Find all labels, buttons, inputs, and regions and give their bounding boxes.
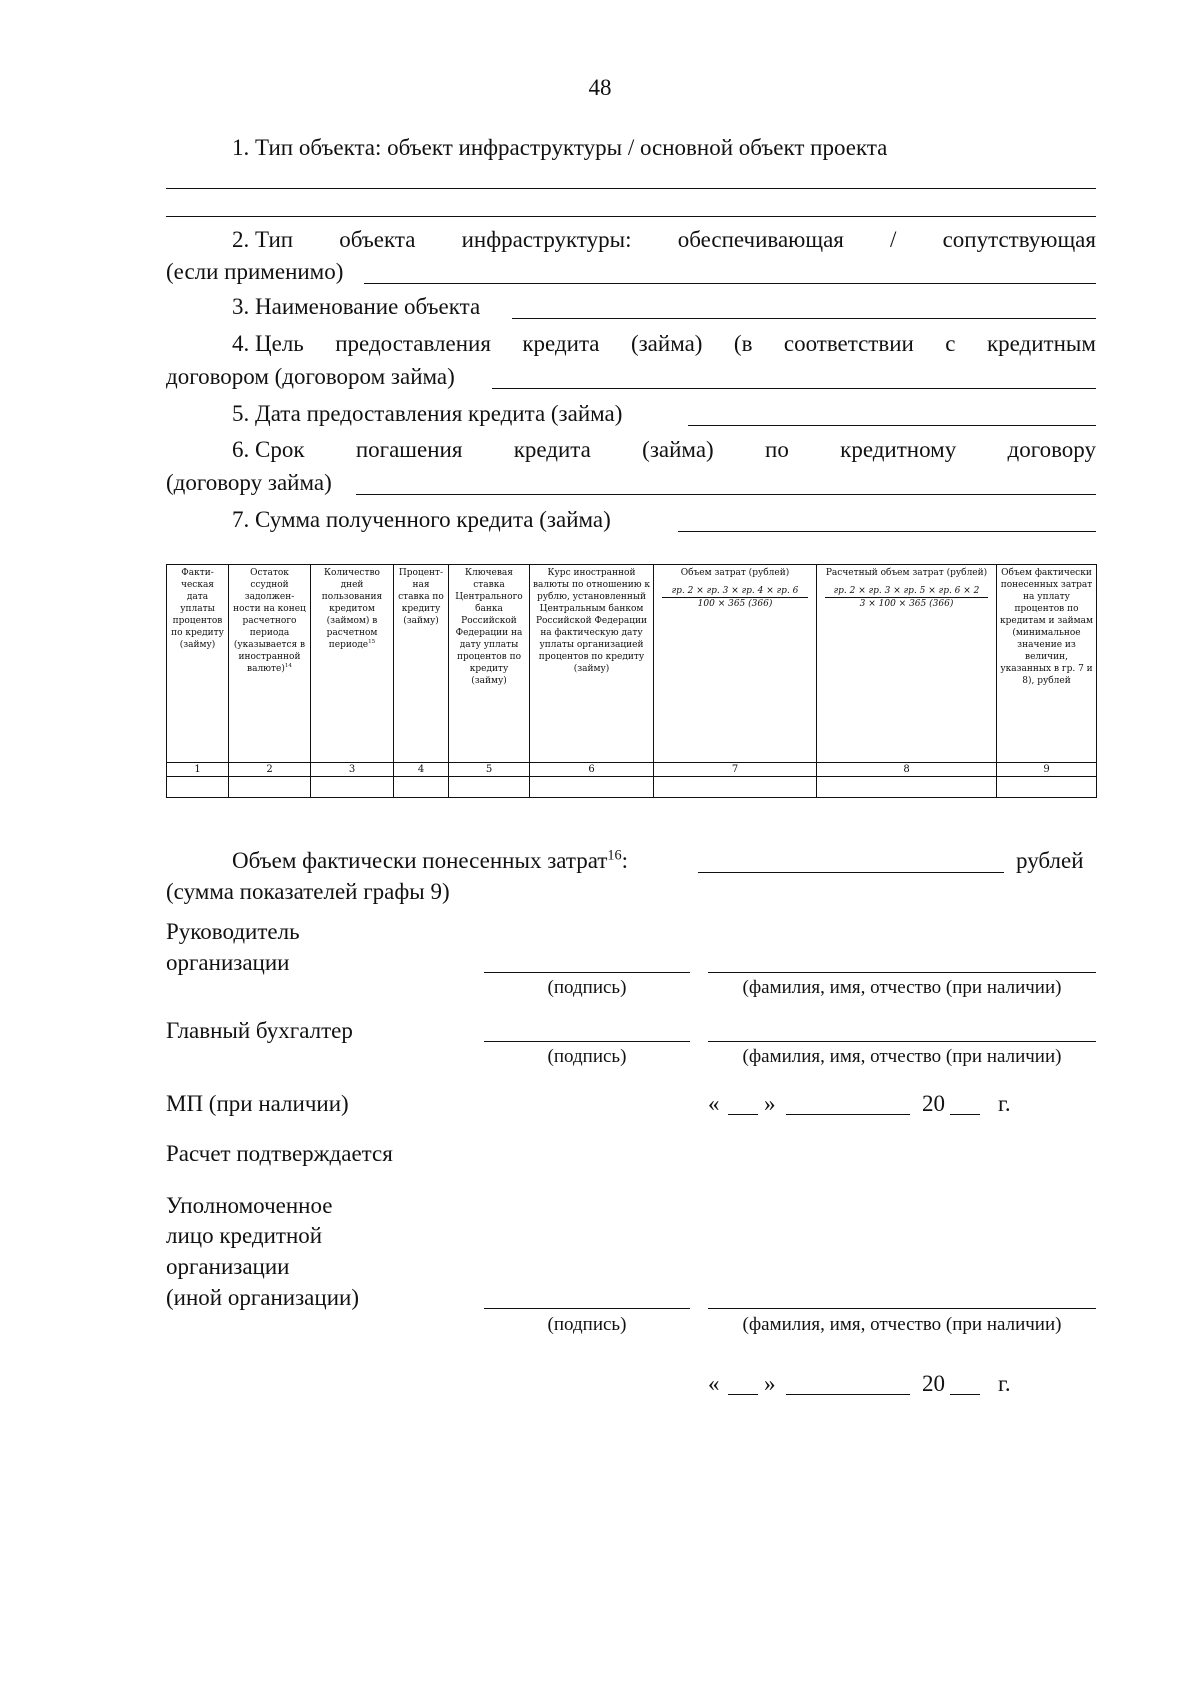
item-1-blank-line-1[interactable] <box>166 188 1096 189</box>
item-6-continuation: (договору займа) <box>166 470 332 495</box>
table-cell[interactable] <box>997 777 1097 798</box>
col-number: 8 <box>817 763 997 777</box>
authorized-label-line-2: лицо кредитной <box>166 1223 323 1248</box>
item-2-word: обеспечивающая <box>677 227 844 252</box>
date-year-suffix: г. <box>998 1371 1011 1396</box>
date-day-line[interactable] <box>728 1394 758 1395</box>
item-6-word: погашения <box>355 437 463 462</box>
item-6-word: 6. Срок <box>232 437 305 462</box>
header-col-2: Остаток ссудной задолжен-ности на конец расчетного периода (указывается в иностранной валюте)$^{14}$ <box>229 565 311 763</box>
item-2-word: 2. Тип <box>232 227 294 252</box>
item-4-word: (займа) <box>630 331 703 356</box>
item-4-blank-line[interactable] <box>492 388 1096 389</box>
footnote-15: 15 <box>368 639 376 645</box>
item-2-word: инфраструктуры: <box>461 227 632 252</box>
date-field-1[interactable] <box>708 1090 1028 1120</box>
page-number: 48 <box>588 75 612 100</box>
authorized-label-line-3: организации <box>166 1254 290 1279</box>
item-5-credit-date: 5. Дата предоставления кредита (займа) <box>232 401 623 426</box>
table-row[interactable] <box>167 777 1097 798</box>
item-4-continuation: договором (договором займа) <box>166 364 455 389</box>
total-amount-line[interactable] <box>698 872 1004 873</box>
item-6-word: по <box>765 437 789 462</box>
item-4-word: 4. Цель <box>232 331 304 356</box>
formula-7-numerator: гр. 2 × гр. 3 × гр. 4 × гр. 6 <box>662 585 808 598</box>
item-6-word: (займа) <box>642 437 714 462</box>
item-2-infrastructure-type <box>232 226 1096 254</box>
item-6-word: кредита <box>513 437 591 462</box>
col-number: 3 <box>311 763 394 777</box>
date-field-2[interactable] <box>708 1370 1028 1400</box>
date-year-line[interactable] <box>950 1114 980 1115</box>
item-4-word: кредита <box>522 331 600 356</box>
item-4-word: с <box>945 331 956 356</box>
item-4-word: предоставления <box>335 331 491 356</box>
item-2-continuation: (если применимо) <box>166 259 344 284</box>
date-year-prefix: 20 <box>922 1091 945 1116</box>
table-header-row <box>167 565 1097 763</box>
item-6-repayment-term <box>232 436 1096 464</box>
date-close-quote: » <box>764 1091 776 1116</box>
date-year-suffix: г. <box>998 1091 1011 1116</box>
table-cell[interactable] <box>311 777 394 798</box>
authorized-name-caption: (фамилия, имя, отчество (при наличии) <box>742 1314 1062 1335</box>
accountant-name-line[interactable] <box>708 1041 1096 1042</box>
item-2-blank-line[interactable] <box>364 283 1096 284</box>
table-cell[interactable] <box>654 777 817 798</box>
footnote-16: 16 <box>607 847 622 864</box>
date-year-prefix: 20 <box>922 1371 945 1396</box>
head-name-caption: (фамилия, имя, отчество (при наличии) <box>742 977 1062 998</box>
col-number: 1 <box>167 763 229 777</box>
header-col-1: Факти-ческая дата уплаты процентов по кредиту (займу) <box>167 565 229 763</box>
item-4-credit-purpose <box>232 330 1096 358</box>
table-cell[interactable] <box>449 777 530 798</box>
total-sub: (сумма показателей графы 9) <box>166 879 450 904</box>
confirmation-label: Расчет подтверждается <box>166 1141 393 1166</box>
item-5-blank-line[interactable] <box>688 425 1096 426</box>
authorized-signature-line[interactable] <box>484 1308 690 1309</box>
item-4-word: соответствии <box>783 331 914 356</box>
footnote-14: 14 <box>284 663 292 669</box>
item-2-word: сопутствующая <box>942 227 1096 252</box>
item-3-blank-line[interactable] <box>512 318 1096 319</box>
item-7-blank-line[interactable] <box>678 531 1096 532</box>
head-label-line-2: организации <box>166 950 290 975</box>
date-year-line[interactable] <box>950 1394 980 1395</box>
formula-col-7 <box>656 585 814 610</box>
item-2-word: / <box>890 227 897 252</box>
header-col-3: Количество дней пользования кредитом (займом) в расчетном периоде$^{15}$ <box>311 565 394 763</box>
authorized-label-line-1: Уполномоченное <box>166 1193 333 1218</box>
col-number: 9 <box>997 763 1097 777</box>
date-open-quote: « <box>708 1371 720 1396</box>
header-col-8: Расчетный объем затрат (рублей) гр. 2 × гр. 3 × гр. 5 × гр. 6 × 2 3 × 100 × 365 (366) <box>817 565 997 763</box>
col-number: 2 <box>229 763 311 777</box>
col-number: 4 <box>394 763 449 777</box>
header-col-4: Процент-ная ставка по кредиту (займу) <box>394 565 449 763</box>
table-cell[interactable] <box>229 777 311 798</box>
authorized-name-line[interactable] <box>708 1308 1096 1309</box>
table-cell[interactable] <box>167 777 229 798</box>
formula-col-8 <box>819 585 994 610</box>
header-col-6: Курс иностранной валюты по отношению к рублю, установленный Центральным банком Российской Федерации на фактическую дату уплаты организацией процентов по кредиту (займу) <box>530 565 654 763</box>
head-signature-caption: (подпись) <box>547 977 627 998</box>
header-col-5: Ключевая ставка Центрального банка Российской Федерации на дату уплаты процентов по кредиту (займу) <box>449 565 530 763</box>
accountant-signature-caption: (подпись) <box>547 1046 627 1067</box>
formula-8-numerator: гр. 2 × гр. 3 × гр. 5 × гр. 6 × 2 <box>825 585 988 598</box>
item-4-word: кредитным <box>986 331 1096 356</box>
date-month-line[interactable] <box>786 1114 910 1115</box>
item-2-word: объекта <box>339 227 416 252</box>
header-col-7: Объем затрат (рублей) гр. 2 × гр. 3 × гр. 4 × гр. 6 100 × 365 (366) <box>654 565 817 763</box>
formula-7-denominator: 100 × 365 (366) <box>697 599 773 609</box>
item-6-word: договору <box>1007 437 1096 462</box>
col-number: 5 <box>449 763 530 777</box>
item-4-word: (в <box>733 331 753 356</box>
accountant-signature-line[interactable] <box>484 1041 690 1042</box>
authorized-label-line-4: (иной организации) <box>166 1285 359 1310</box>
table-number-row <box>167 763 1097 777</box>
item-1-blank-line-2[interactable] <box>166 216 1096 217</box>
table-cell[interactable] <box>817 777 997 798</box>
item-1-object-type: 1. Тип объекта: объект инфраструктуры / основной объект проекта <box>232 135 888 160</box>
date-month-line[interactable] <box>786 1394 910 1395</box>
head-label-line-1: Руководитель <box>166 919 300 944</box>
head-signature-line[interactable] <box>484 972 690 973</box>
date-day-line[interactable] <box>728 1114 758 1115</box>
accountant-label: Главный бухгалтер <box>166 1018 353 1043</box>
item-6-blank-line[interactable] <box>356 494 1096 495</box>
stamp-label: МП (при наличии) <box>166 1091 349 1116</box>
date-close-quote: » <box>764 1371 776 1396</box>
header-col-9: Объем фактически понесенных затрат на уплату процентов по кредитам и займам (минимальное значение из величин, указанных в гр. 7 и 8), рублей <box>997 565 1097 763</box>
formula-8-denominator: 3 × 100 × 365 (366) <box>859 599 954 609</box>
col-number: 6 <box>530 763 654 777</box>
table-cell[interactable] <box>530 777 654 798</box>
total-label: Объем фактически понесенных затрат$^{16}$: <box>232 847 629 873</box>
item-7-credit-amount: 7. Сумма полученного кредита (займа) <box>232 507 611 532</box>
interest-calculation-table <box>166 564 1097 798</box>
item-6-word: кредитному <box>840 437 957 462</box>
head-name-line[interactable] <box>708 972 1096 973</box>
accountant-name-caption: (фамилия, имя, отчество (при наличии) <box>742 1046 1062 1067</box>
item-3-object-name: 3. Наименование объекта <box>232 294 481 319</box>
total-unit: рублей <box>1016 848 1084 873</box>
date-open-quote: « <box>708 1091 720 1116</box>
authorized-signature-caption: (подпись) <box>547 1314 627 1335</box>
col-number: 7 <box>654 763 817 777</box>
table-cell[interactable] <box>394 777 449 798</box>
